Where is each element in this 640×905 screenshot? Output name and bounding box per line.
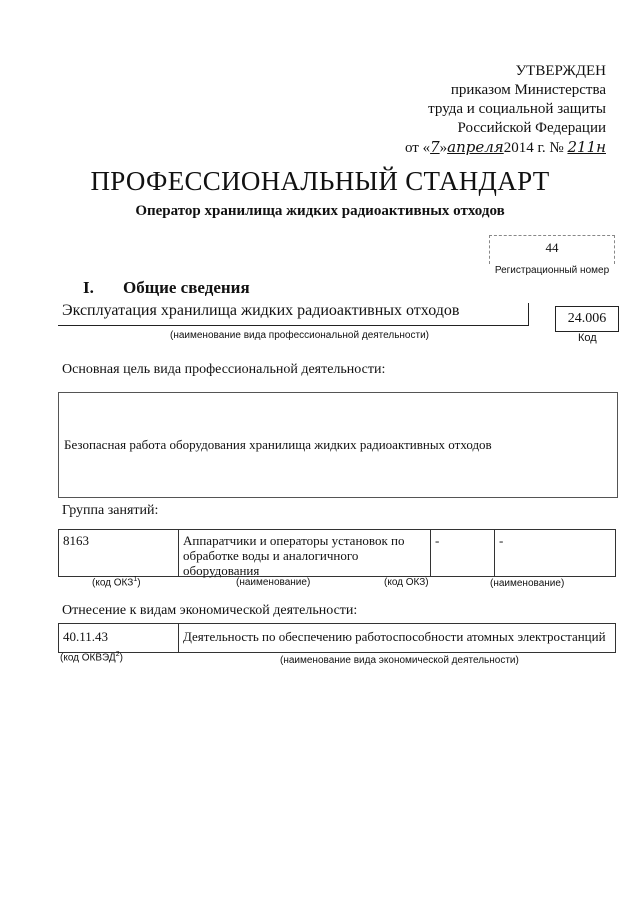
goal-text: Безопасная работа оборудования хранилища жидких радиоактивных отходов (64, 437, 492, 452)
activity-code-caption: Код (578, 332, 597, 344)
relation-label: Отнесение к видам экономической деятельности: (62, 603, 358, 618)
date-mid: » (439, 140, 448, 156)
approval-line-1: приказом Министерства (450, 82, 606, 98)
approval-line-3: Российской Федерации (457, 120, 606, 136)
date-month: апреля (447, 138, 504, 156)
section-number: I. (83, 278, 94, 297)
approval-line-2: труда и социальной защиты (428, 101, 606, 117)
registration-label: Регистрационный номер (494, 265, 610, 276)
group-caption-name: (наименование) (236, 577, 311, 588)
relation-caption-name: (наименование вида экономической деятельности) (280, 655, 519, 666)
relation-okved-code: 40.11.43 (59, 624, 179, 652)
date-prefix: от « (404, 140, 431, 156)
approval-date-line (370, 138, 606, 158)
group-label: Группа занятий: (62, 503, 159, 518)
goal-label: Основная цель вида профессиональной деятельности: (62, 362, 386, 377)
date-year: 2014 г. № (503, 140, 564, 156)
date-day: 7 (430, 138, 440, 156)
group-okz-code-2: - (431, 530, 495, 576)
group-okz-name: Аппаратчики и операторы установок по обработке воды и аналогичного оборудования (179, 530, 431, 576)
section-title: Общие сведения (123, 278, 250, 297)
document-title: ПРОФЕССИОНАЛЬНЫЙ СТАНДАРТ (90, 166, 550, 196)
relation-okved-name: Деятельность по обеспечению работоспособности атомных электростанций (183, 629, 606, 644)
approval-title: УТВЕРЖДЕН (515, 63, 606, 79)
group-table (58, 529, 616, 577)
group-okz-code: 8163 (59, 530, 179, 576)
group-caption-okz-2: (код ОКЗ) (384, 577, 429, 588)
relation-caption-okved: (код ОКВЭД$^2$) (60, 651, 123, 664)
registration-number: 44 (489, 235, 615, 264)
approval-block (370, 62, 606, 158)
activity-code-field: 24.006 (555, 306, 619, 332)
activity-name-caption: (наименование вида профессиональной деятельности) (170, 330, 429, 341)
group-okz-name-2: - (499, 533, 504, 548)
order-number: 211н (567, 138, 606, 156)
group-caption-name-2: (наименование) (490, 578, 565, 589)
document-subtitle: Оператор хранилища жидких радиоактивных отходов (135, 203, 505, 219)
relation-table (58, 623, 616, 653)
group-caption-okz: (код ОКЗ$^1$) (92, 576, 141, 589)
activity-name-field: Эксплуатация хранилища жидких радиоактивных отходов (58, 303, 529, 326)
